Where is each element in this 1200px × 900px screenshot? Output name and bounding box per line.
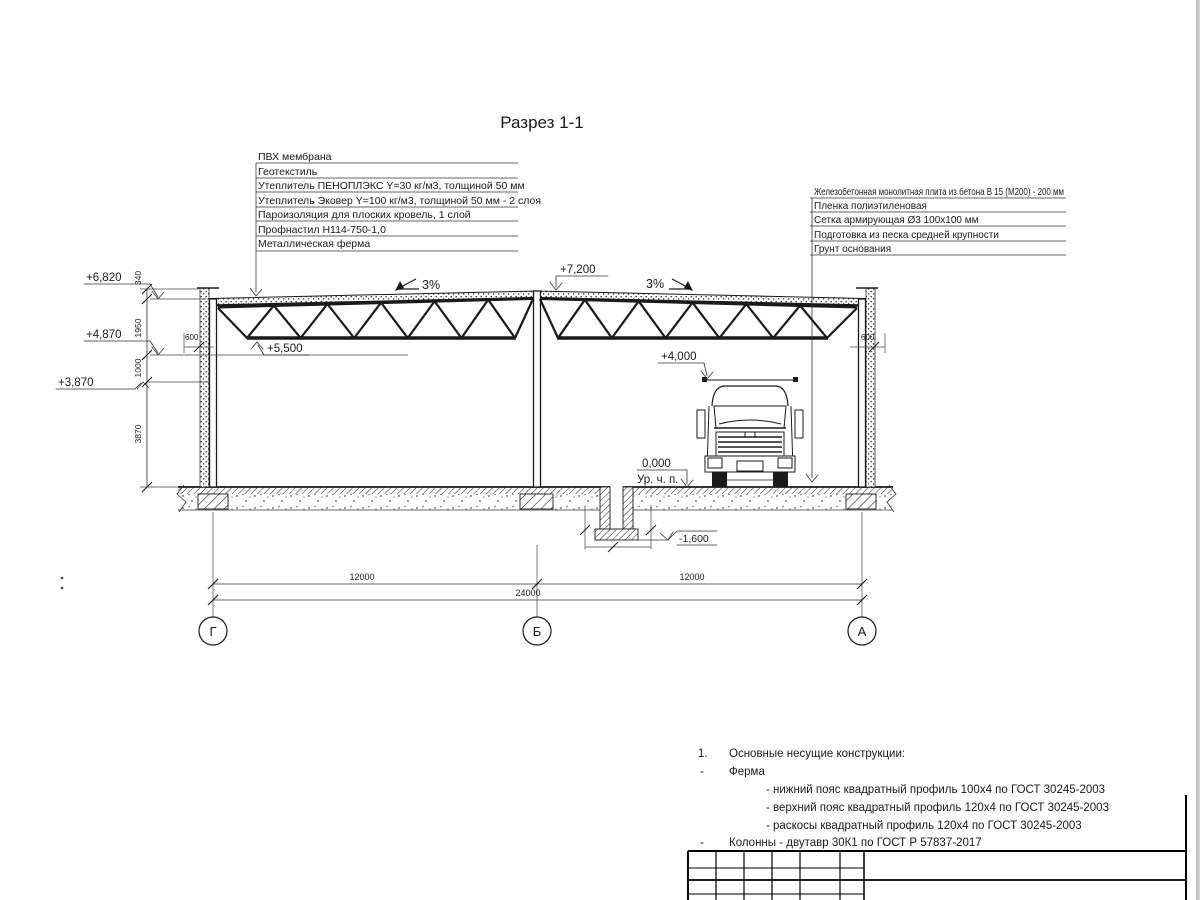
note-sub-1: - нижний пояс квадратный профиль 100х4 по ГОСТ 30245-2003 (766, 784, 1106, 796)
roof-layer-1: ПВХ мембрана (258, 151, 332, 163)
dim-bay-left: 12000 (349, 572, 375, 582)
axis-label-right: А (857, 624, 867, 639)
elev-ridge: +7,200 (560, 264, 596, 276)
note-dash-1: - (700, 766, 704, 778)
note-sub-2: - верхний пояс квадратный профиль 120х4 по ГОСТ 30245-2003 (766, 802, 1109, 814)
dim-340: 340 (133, 270, 143, 286)
floor-layer-2: Пленка полиэтиленовая (814, 201, 927, 212)
floor-layer-1: Железобетонная монолитная плита из бетона В 15 (М200) - 200 мм (814, 187, 1129, 198)
note-dash-2: - (700, 837, 704, 849)
note-number: 1. (698, 748, 708, 760)
stray-dot-2 (61, 587, 64, 590)
roof-layer-3: Утеплитель ПЕНОПЛЭКС Y=30 кг/м3, толщиной 50 мм (258, 180, 525, 192)
dim-1950: 1950 (133, 318, 143, 338)
foundation-right (846, 494, 876, 509)
truck-windshield (714, 406, 786, 428)
elev-floor: 0,000 (642, 458, 671, 470)
roof-legend (250, 151, 541, 296)
floor-layer-4: Подготовка из песка средней крупности (814, 230, 999, 241)
floor-slab (177, 485, 896, 512)
truck-mirror-right (795, 410, 803, 438)
note-item-truss: Ферма (729, 766, 765, 778)
truss-left-bay (218, 299, 533, 339)
foundation-middle (520, 494, 553, 509)
note-sub-3: - раскосы квадратный профиль 120х4 по ГОСТ 30245-2003 (766, 820, 1082, 832)
stray-dot-1 (61, 577, 64, 580)
span-dimensions (208, 512, 867, 617)
elev-column-mid: +4,870 (86, 329, 122, 341)
elev-truss-bottom: +5,500 (267, 343, 303, 355)
truck-roof-deflector (712, 386, 788, 406)
dim-1000: 1000 (133, 358, 143, 378)
floor-legend (806, 186, 1129, 482)
elev-pit-bottom: -1,600 (679, 533, 709, 545)
elev-wall-left: +3,870 (58, 377, 94, 389)
axis-label-middle: Б (532, 624, 542, 639)
slope-left-label: 3% (422, 278, 441, 292)
axis-label-left: Г (209, 624, 217, 639)
elev-floor-note: Ур. ч. п. (637, 474, 679, 486)
axis-bubbles (199, 617, 876, 645)
foundation-left (198, 494, 228, 509)
column-left (210, 299, 217, 487)
elev-truck-clearance: +4,000 (661, 351, 697, 363)
slope-right-symbol (669, 279, 693, 291)
column-right (859, 299, 866, 487)
dim-3870: 3870 (133, 424, 143, 444)
roof-layer-6: Профнастил Н114-750-1,0 (258, 224, 386, 236)
drawing-title: Разрез 1-1 (500, 113, 584, 132)
roof-layer-2: Геотекстиль (258, 166, 318, 178)
slope-marks (395, 277, 693, 292)
floor-layer-5: Грунт основания (814, 244, 892, 255)
elev-parapet-left: +6,820 (86, 272, 122, 284)
truck-wheel-right (773, 472, 788, 487)
truck (697, 377, 803, 487)
notes-block (698, 748, 1109, 849)
dim-total: 24000 (515, 588, 541, 598)
truss-right-bay (540, 299, 857, 339)
dim-bay-right: 12000 (679, 572, 705, 582)
note-item-columns: Колонны - двутавр 30К1 по ГОСТ Р 57837-2017 (729, 837, 982, 849)
roof-layer-5: Пароизоляция для плоских кровель, 1 слой (258, 209, 471, 221)
truck-mirror-left (697, 410, 705, 438)
dim-600-left: 600 (185, 333, 199, 342)
slope-right-label: 3% (646, 277, 665, 291)
note-heading: Основные несущие конструкции: (729, 748, 906, 760)
roof-layer-4: Утеплитель Эковер Y=100 кг/м3, толщиной 50 мм - 2 слоя (258, 195, 542, 207)
slope-left-symbol (395, 279, 419, 291)
column-middle (534, 291, 541, 487)
dim-600-right: 600 (861, 333, 875, 342)
floor-layer-3: Сетка армирующая Ø3 100х100 мм (814, 215, 979, 226)
truck-wheel-left (712, 472, 727, 487)
roof-layer-7: Металлическая ферма (258, 238, 371, 250)
